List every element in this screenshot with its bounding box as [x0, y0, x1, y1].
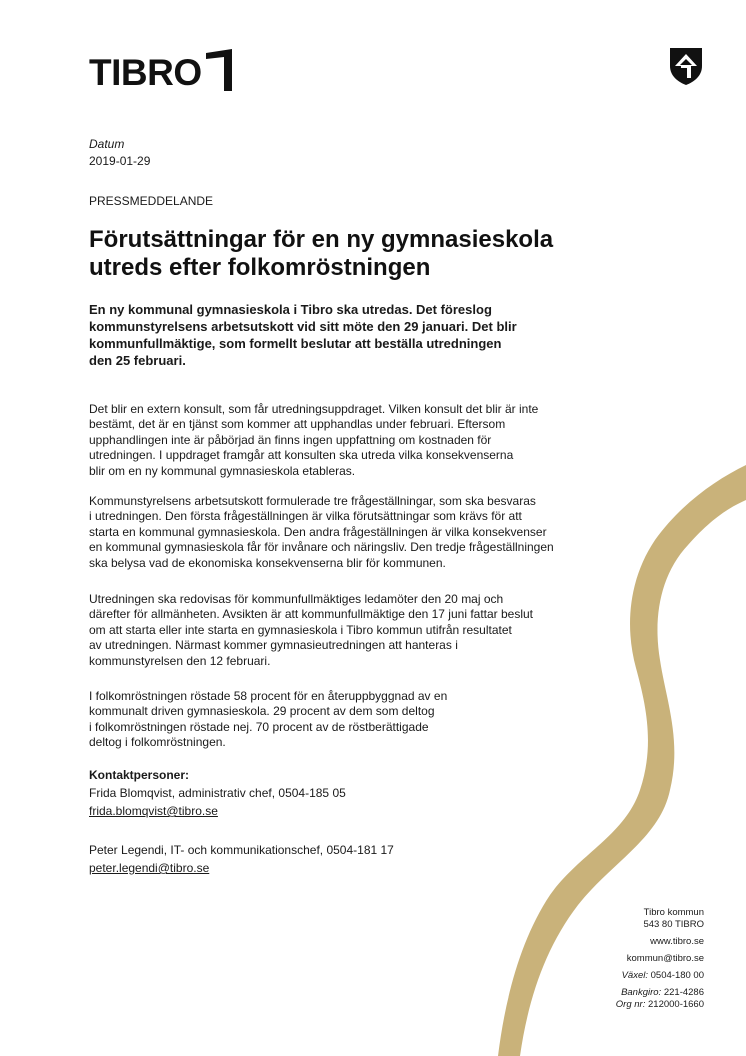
body-line: en kommunal gymnasieskola får för invånare och näringsliv. Den tredje frågeställningen [89, 540, 554, 555]
body-line: kommunalt driven gymnasieskola. 29 procent av dem som deltog [89, 704, 435, 719]
date-label: Datum [89, 137, 125, 151]
body-paragraph [89, 494, 634, 571]
body-line: upphandlingen inte är påbörjad än finns ingen uppfattning om kostnaden för [89, 432, 492, 447]
body-line: av utredningen. Närmast kommer gymnasieutredningen att hanteras i [89, 638, 458, 653]
footer-switchboard [504, 970, 704, 982]
body-line: deltog i folkomröstningen. [89, 735, 226, 750]
body-line: utredningen. I uppdraget framgår att konsulten ska utreda vilka konsekvenserna [89, 448, 514, 463]
body-paragraph [89, 689, 634, 751]
contact-email-link[interactable]: peter.legendi@tibro.se [89, 861, 210, 875]
body-line: om att starta eller inte starta en gymnasieskola i Tibro kommun utifrån resultatet [89, 622, 512, 637]
contact-person [89, 784, 346, 820]
body-line: i utredningen. Den första frågeställningen är vilka förutsättningar som krävs för att [89, 509, 522, 524]
body-line: I folkomröstningen röstade 58 procent för en återuppbyggnad av en [89, 689, 448, 703]
footer-web[interactable]: www.tibro.se [650, 936, 704, 947]
footer-bankgiro [504, 987, 704, 999]
body-line: Det blir en extern konsult, som får utredningsuppdraget. Vilken konsult det blir är inte [89, 402, 539, 416]
body-line: starta en kommunal gymnasieskola. Den andra frågeställningen är vilka konsekvenser [89, 524, 547, 539]
lead-paragraph [89, 301, 609, 369]
footer-address-block [504, 907, 704, 1011]
footer-orgnr-label: Org nr: [615, 999, 646, 1010]
body-paragraph [89, 402, 634, 479]
body-line: ska belysa vad de ekonomiska konsekvenserna blir för kommunen. [89, 555, 446, 570]
headline [89, 226, 649, 282]
date-value: 2019-01-29 [89, 154, 151, 168]
body-paragraph [89, 592, 634, 669]
lead-line: En ny kommunal gymnasieskola i Tibro ska utredas. Det föreslog [89, 302, 492, 317]
body-line: i folkomröstningen röstade nej. 70 procent av de röstberättigade [89, 719, 429, 734]
logo-text: TIBRO [89, 52, 202, 93]
municipal-crest-icon [668, 46, 704, 86]
contact-email-link[interactable]: frida.blomqvist@tibro.se [89, 804, 218, 818]
document-type: PRESSMEDDELANDE [89, 194, 214, 208]
lead-line: den 25 februari. [89, 353, 186, 368]
footer-switch-label: Växel: [621, 970, 648, 981]
footer-switch-value: 0504-180 00 [650, 970, 704, 981]
lead-line: kommunfullmäktige, som formellt beslutar att beställa utredningen [89, 336, 502, 351]
contacts-heading: Kontaktpersoner: [89, 768, 190, 782]
footer-orgnr [504, 999, 704, 1011]
contact-person [89, 841, 394, 877]
footer-bankgiro-label: Bankgiro: [621, 987, 662, 998]
body-line: därefter för allmänheten. Avsikten är att kommunfullmäktige den 17 juni fattar beslut [89, 607, 534, 622]
contact-line: Peter Legendi, IT- och kommunikationschef, 0504-181 17 [89, 843, 394, 857]
footer-address: 543 80 TIBRO [643, 919, 704, 930]
footer-email[interactable]: kommun@tibro.se [626, 953, 704, 964]
body-line: blir om en ny kommunal gymnasieskola etableras. [89, 463, 356, 478]
lead-line: kommunstyrelsens arbetsutskott vid sitt möte den 29 januari. Det blir [89, 319, 517, 334]
body-line: bestämt, det är en tjänst som kommer att upphandlas under februari. Eftersom [89, 417, 506, 432]
footer-bankgiro-value: 221-4286 [663, 987, 704, 998]
footer-org: Tibro kommun [643, 907, 704, 918]
headline-line: utreds efter folkomröstningen [89, 254, 431, 281]
body-line: Kommunstyrelsens arbetsutskott formulerade tre frågeställningar, som ska besvaras [89, 494, 536, 508]
footer-orgnr-value: 212000-1660 [648, 999, 704, 1010]
tibro-logo [89, 47, 234, 91]
headline-line: Förutsättningar för en ny gymnasieskola [89, 226, 554, 253]
tibro-logo-mark-icon [204, 49, 234, 93]
body-line: kommunstyrelsen den 12 februari. [89, 653, 271, 668]
contact-line: Frida Blomqvist, administrativ chef, 0504-185 05 [89, 786, 346, 800]
body-line: Utredningen ska redovisas för kommunfullmäktiges ledamöter den 20 maj och [89, 592, 504, 606]
